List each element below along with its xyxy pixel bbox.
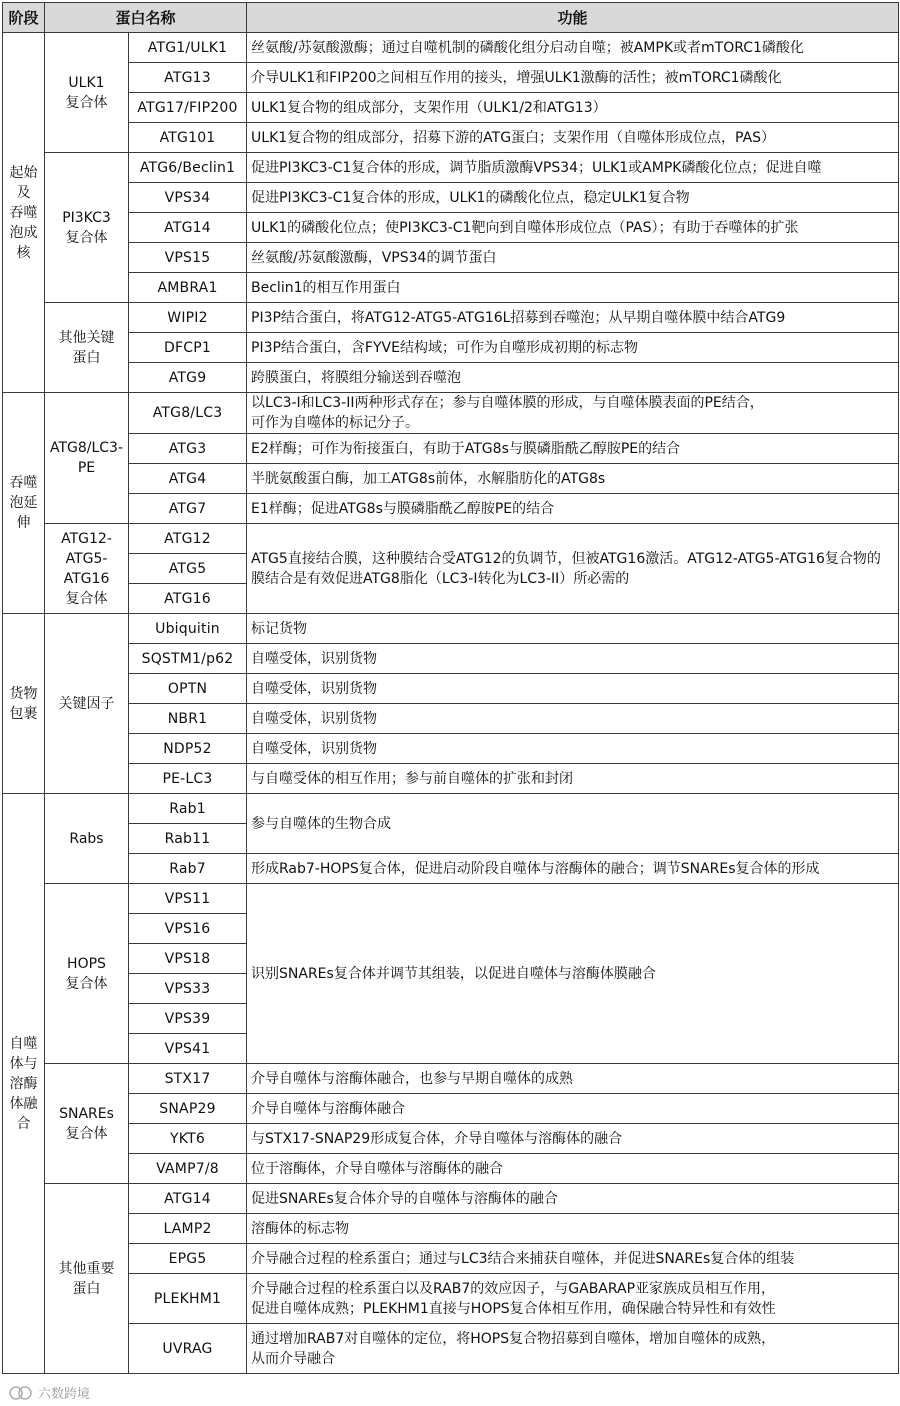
protein-name-cell: ATG9 — [129, 363, 247, 393]
group-label: SNAREs 复合体 — [59, 1105, 114, 1142]
stage-cell — [3, 614, 45, 794]
protein-name-cell: STX17 — [129, 1064, 247, 1094]
table-row — [3, 764, 899, 794]
function-cell — [247, 704, 899, 734]
protein-name-cell: ATG13 — [129, 63, 247, 93]
function-text: E2样酶；可作为衔接蛋白，有助于ATG8s与膜磷脂酰乙醇胺PE的结合 — [251, 440, 681, 457]
table-row — [3, 303, 899, 333]
function-text: 通过增加RAB7对自噬体的定位，将HOPS复合物招募到自噬体，增加自噬体的成熟， 从而介导融合 — [251, 1330, 776, 1367]
function-text: Beclin1的相互作用蛋白 — [251, 279, 401, 296]
function-cell — [247, 794, 899, 854]
table-row — [3, 434, 899, 464]
function-text: E1样酶；促进ATG8s与膜磷脂酰乙醇胺PE的结合 — [251, 500, 555, 517]
group-label: 关键因子 — [58, 695, 115, 712]
function-cell — [247, 1094, 899, 1124]
protein-name-cell: ATG14 — [129, 1184, 247, 1214]
stage-label: 自噬 体与 溶酶 体融 合 — [9, 1035, 38, 1132]
function-text: 标记货物 — [251, 620, 308, 637]
table-row — [3, 273, 899, 303]
function-cell — [247, 363, 899, 393]
function-cell — [247, 614, 899, 644]
protein-name-cell: VPS16 — [129, 914, 247, 944]
protein-name-cell: LAMP2 — [129, 1214, 247, 1244]
function-text: 介导自噬体与溶酶体融合，也参与早期自噬体的成熟 — [251, 1070, 574, 1087]
function-cell — [247, 1064, 899, 1094]
protein-name-cell: ATG16 — [129, 584, 247, 614]
function-cell — [247, 1324, 899, 1374]
function-text: 自噬受体，识别货物 — [251, 710, 378, 727]
protein-name-cell: PLEKHM1 — [129, 1274, 247, 1324]
function-text: 自噬受体，识别货物 — [251, 650, 378, 667]
table-row — [3, 33, 899, 63]
table-row — [3, 794, 899, 824]
protein-name-cell: VPS18 — [129, 944, 247, 974]
protein-name-cell: PE-LC3 — [129, 764, 247, 794]
function-cell — [247, 434, 899, 464]
function-text: 促进PI3KC3-C1复合体的形成，ULK1的磷酸化位点，稳定ULK1复合物 — [251, 189, 690, 206]
table-row — [3, 1124, 899, 1154]
protein-name-cell: ATG14 — [129, 213, 247, 243]
function-cell — [247, 183, 899, 213]
protein-name-cell: ATG1/ULK1 — [129, 33, 247, 63]
function-cell — [247, 644, 899, 674]
watermark-logo-icon — [8, 1384, 34, 1402]
group-cell — [45, 794, 129, 884]
function-text: 促进PI3KC3-C1复合体的形成，调节脂质激酶VPS34；ULK1或AMPK磷酸化位点；促进自噬 — [251, 159, 822, 176]
watermark — [8, 1383, 90, 1402]
table-row — [3, 363, 899, 393]
table-row — [3, 123, 899, 153]
protein-name-cell: Rab1 — [129, 794, 247, 824]
function-text: 与STX17-SNAP29形成复合体，介导自噬体与溶酶体的融合 — [251, 1130, 623, 1147]
protein-name-cell: Rab7 — [129, 854, 247, 884]
function-cell — [247, 1244, 899, 1274]
table-row — [3, 734, 899, 764]
protein-name-cell: ATG101 — [129, 123, 247, 153]
function-cell: 识别SNAREs复合体并调节其组装，以促进自噬体与溶酶体膜融合 — [247, 884, 899, 1064]
protein-name-cell: ATG12 — [129, 524, 247, 554]
protein-name-cell: SQSTM1/p62 — [129, 644, 247, 674]
table-row — [3, 674, 899, 704]
function-cell — [247, 494, 899, 524]
group-label: PI3KC3 复合体 — [62, 209, 111, 246]
function-cell — [247, 464, 899, 494]
watermark-text: 六数跨境 — [38, 1387, 91, 1402]
function-cell — [247, 734, 899, 764]
table-row — [3, 704, 899, 734]
function-cell — [247, 273, 899, 303]
group-label: 其他关键 蛋白 — [58, 329, 115, 366]
table-row — [3, 333, 899, 363]
protein-name-cell: YKT6 — [129, 1124, 247, 1154]
protein-name-cell: VPS34 — [129, 183, 247, 213]
protein-name-cell: ATG6/Beclin1 — [129, 153, 247, 183]
group-cell — [45, 524, 129, 614]
function-text: 形成Rab7-HOPS复合体，促进启动阶段自噬体与溶酶体的融合；调节SNAREs复合体的形成 — [251, 860, 820, 877]
group-cell — [45, 303, 129, 393]
table-row — [3, 1244, 899, 1274]
function-text: PI3P结合蛋白，含FYVE结构域；可作为自噬形成初期的标志物 — [251, 339, 638, 356]
function-cell: ATG5直接结合膜，这种膜结合受ATG12的负调节，但被ATG16激活。ATG12-ATG5-ATG16复合物的膜结合是有效促进ATG8脂化（LC3-I转化为LC3-II）所必需的 — [247, 524, 899, 614]
function-text: 以LC3-I和LC3-II两种形式存在；参与自噬体膜的形成，与自噬体膜表面的PE结合， 可作为自噬体的标记分子。 — [251, 395, 764, 431]
protein-name-cell: VPS39 — [129, 1004, 247, 1034]
header-protein-name: 蛋白名称 — [45, 3, 247, 33]
function-text: 介导自噬体与溶酶体融合 — [251, 1100, 406, 1117]
function-text: ULK1的磷酸化位点；使PI3KC3-C1靶向到自噬体形成位点（PAS）；有助于吞噬体的扩张 — [251, 219, 799, 236]
table-row — [3, 243, 899, 273]
protein-name-cell: VAMP7/8 — [129, 1154, 247, 1184]
protein-name-cell: VPS33 — [129, 974, 247, 1004]
group-cell — [45, 393, 129, 524]
protein-name-cell: ATG4 — [129, 464, 247, 494]
table-row — [3, 93, 899, 123]
group-cell — [45, 33, 129, 153]
table-header-row — [3, 3, 899, 33]
protein-name-cell: DFCP1 — [129, 333, 247, 363]
function-cell — [247, 1124, 899, 1154]
stage-label: 货物 包裹 — [9, 685, 38, 722]
function-text: PI3P结合蛋白，将ATG12-ATG5-ATG16L招募到吞噬泡；从早期自噬体膜中结合ATG9 — [251, 309, 786, 326]
stage-label: 吞噬 泡延 伸 — [9, 475, 38, 531]
function-text: 介导ULK1和FIP200之间相互作用的接头，增强ULK1激酶的活性；被mTORC1磷酸化 — [251, 69, 782, 86]
group-label: Rabs — [69, 830, 104, 847]
table-row — [3, 1274, 899, 1324]
function-cell — [247, 63, 899, 93]
function-cell — [247, 1274, 899, 1324]
header-stage: 阶段 — [3, 3, 45, 33]
function-cell — [247, 674, 899, 704]
function-cell — [247, 1154, 899, 1184]
table-row — [3, 213, 899, 243]
group-cell — [45, 153, 129, 303]
function-text: ULK1复合物的组成部分，支架作用（ULK1/2和ATG13） — [251, 99, 607, 116]
table-row — [3, 183, 899, 213]
table-row — [3, 884, 899, 914]
protein-name-cell: OPTN — [129, 674, 247, 704]
protein-name-cell: VPS11 — [129, 884, 247, 914]
function-text: 自噬受体，识别货物 — [251, 740, 378, 757]
stage-cell — [3, 33, 45, 393]
protein-name-cell: AMBRA1 — [129, 273, 247, 303]
function-cell — [247, 243, 899, 273]
table-row — [3, 614, 899, 644]
function-text: 位于溶酶体，介导自噬体与溶酶体的融合 — [251, 1160, 504, 1177]
function-text: 跨膜蛋白，将膜组分输送到吞噬泡 — [251, 369, 462, 386]
group-cell — [45, 1064, 129, 1184]
protein-name-cell: ATG5 — [129, 554, 247, 584]
group-label: ULK1 复合体 — [65, 74, 108, 111]
function-text: 溶酶体的标志物 — [251, 1220, 350, 1237]
protein-name-cell: NBR1 — [129, 704, 247, 734]
protein-name-cell: Rab11 — [129, 824, 247, 854]
autophagy-protein-table — [2, 2, 899, 1374]
table-row — [3, 854, 899, 884]
stage-cell — [3, 393, 45, 614]
group-cell — [45, 614, 129, 794]
protein-name-cell: VPS15 — [129, 243, 247, 273]
header-function: 功能 — [247, 3, 899, 33]
function-cell — [247, 764, 899, 794]
protein-name-cell: ATG8/LC3 — [129, 393, 247, 434]
table-row — [3, 1154, 899, 1184]
function-cell — [247, 303, 899, 333]
table-row — [3, 1324, 899, 1374]
function-text: ULK1复合物的组成部分，招募下游的ATG蛋白；支架作用（自噬体形成位点，PAS） — [251, 129, 776, 146]
protein-name-cell: WIPI2 — [129, 303, 247, 333]
protein-name-cell: Ubiquitin — [129, 614, 247, 644]
function-cell — [247, 93, 899, 123]
function-cell — [247, 333, 899, 363]
group-label: ATG8/LC3- PE — [49, 440, 124, 476]
group-label: HOPS 复合体 — [65, 955, 108, 992]
function-cell — [247, 1184, 899, 1214]
function-cell — [247, 33, 899, 63]
stage-cell — [3, 794, 45, 1374]
protein-name-cell: ATG7 — [129, 494, 247, 524]
function-text: 半胱氨酸蛋白酶，加工ATG8s前体，水解脂肪化的ATG8s — [251, 470, 606, 487]
stage-label: 起始 及 吞噬 泡成 核 — [9, 164, 38, 261]
function-text: 参与自噬体的生物合成 — [251, 815, 392, 832]
group-label: 其他重要 蛋白 — [58, 1260, 115, 1297]
table-row — [3, 393, 899, 434]
function-text: 促进SNAREs复合体介导的自噬体与溶酶体的融合 — [251, 1190, 558, 1207]
protein-name-cell: NDP52 — [129, 734, 247, 764]
function-cell — [247, 213, 899, 243]
protein-name-cell: ATG3 — [129, 434, 247, 464]
protein-name-cell: VPS41 — [129, 1034, 247, 1064]
function-text: 丝氨酸/苏氨酸激酶；通过自噬机制的磷酸化组分启动自噬；被AMPK或者mTORC1磷酸化 — [251, 39, 804, 56]
table-body — [3, 33, 899, 1374]
group-cell — [45, 1184, 129, 1374]
protein-name-cell: ATG17/FIP200 — [129, 93, 247, 123]
table-row — [3, 1064, 899, 1094]
table-row — [3, 644, 899, 674]
table-row — [3, 524, 899, 554]
protein-name-cell: EPG5 — [129, 1244, 247, 1274]
group-label: ATG12- ATG5- ATG16 复合体 — [61, 530, 112, 607]
function-cell — [247, 393, 899, 434]
function-text: 介导融合过程的栓系蛋白以及RAB7的效应因子，与GABARAP亚家族成员相互作用， 促进自噬体成熟；PLEKHM1直接与HOPS复合体相互作用，确保融合特异性和有效性 — [251, 1280, 776, 1317]
table-row — [3, 1094, 899, 1124]
function-cell — [247, 153, 899, 183]
function-text: 丝氨酸/苏氨酸激酶，VPS34的调节蛋白 — [251, 249, 497, 266]
group-cell — [45, 884, 129, 1064]
protein-name-cell: UVRAG — [129, 1324, 247, 1374]
protein-name-cell: SNAP29 — [129, 1094, 247, 1124]
function-text: 与自噬受体的相互作用；参与前自噬体的扩张和封闭 — [251, 770, 574, 787]
function-text: 自噬受体，识别货物 — [251, 680, 378, 697]
table-row — [3, 1184, 899, 1214]
function-cell — [247, 1214, 899, 1244]
table-row — [3, 494, 899, 524]
table-row — [3, 464, 899, 494]
table-row — [3, 63, 899, 93]
function-cell — [247, 854, 899, 884]
function-text: 介导融合过程的栓系蛋白；通过与LC3结合来捕获自噬体，并促进SNAREs复合体的组装 — [251, 1250, 795, 1267]
table-row — [3, 153, 899, 183]
table-row — [3, 1214, 899, 1244]
function-cell — [247, 123, 899, 153]
